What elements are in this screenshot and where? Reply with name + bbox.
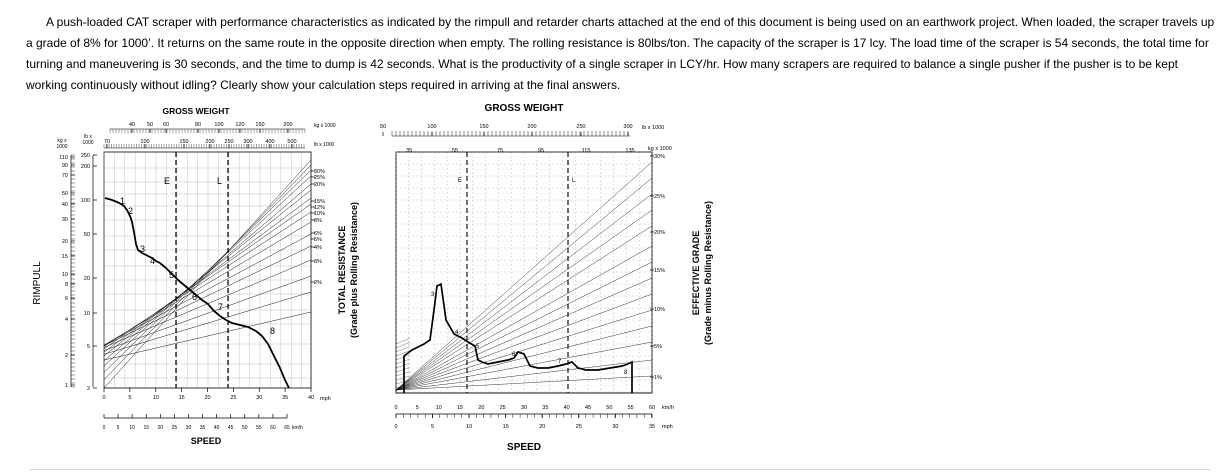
retarder-kmh-unit: km/h: [662, 405, 674, 411]
rimpull-grade-plus-rr-label: (Grade plus Rolling Resistance): [349, 201, 359, 339]
scale-label: 35: [648, 424, 656, 430]
charts-area: [0, 98, 1224, 468]
scale-label: 55: [451, 148, 459, 154]
scale-label: 40: [128, 122, 136, 128]
retarder-speed-label: SPEED: [507, 442, 541, 453]
scale-label: 30: [61, 217, 68, 223]
retarder-top-lb-scale: [380, 124, 633, 136]
scale-label: 100: [427, 124, 437, 130]
scale-label: 5: [415, 405, 419, 411]
scale-label: 25: [171, 425, 178, 431]
scale-label: 75: [496, 148, 504, 154]
rimpull-top-kg-scale: [110, 122, 305, 133]
scale-label: 30%: [654, 154, 666, 160]
scale-label: 35: [282, 395, 289, 401]
scale-label: 10%: [654, 307, 666, 313]
gear-label: 5: [169, 270, 175, 280]
scale-label: 20: [61, 239, 68, 245]
scale-label: 65: [284, 425, 290, 431]
scale-label: 6: [64, 296, 68, 302]
scale-label: 30: [185, 425, 192, 431]
scale-label: 20: [204, 395, 211, 401]
scale-label: 60: [162, 122, 170, 128]
scale-label: 110: [59, 155, 68, 161]
rimpull-axis-label: RIMPULL: [32, 261, 43, 305]
problem-statement: [26, 12, 1216, 96]
rimpull-top-kg-unit: kg x 1000: [314, 123, 336, 129]
rimpull-gross-weight-title: GROSS WEIGHT: [162, 106, 230, 116]
retarder-top-kg-unit: kg x 1000: [648, 146, 672, 152]
retarder-chart: [380, 103, 713, 453]
rimpull-kmh-unit: km/h: [292, 425, 303, 431]
gear-label: 1: [120, 196, 126, 206]
scale-label: 135: [625, 148, 635, 154]
scale-label: 500: [287, 139, 297, 145]
scale-label: 5: [116, 425, 120, 431]
scale-label: 35: [405, 148, 413, 154]
scale-label: 300: [243, 139, 253, 145]
rimpull-left-lb-scale: [81, 153, 97, 392]
scale-label: 2: [64, 353, 68, 359]
scale-label: 45: [227, 425, 234, 431]
scale-label: 100: [140, 139, 150, 145]
scale-label: 80: [194, 122, 202, 128]
scale-label: 20%: [314, 182, 326, 188]
scale-label: 200: [205, 139, 215, 145]
gear-label: 3: [431, 292, 435, 298]
scale-label: 50: [379, 124, 387, 130]
scale-label: 15%: [654, 268, 666, 274]
scale-label: 12%: [314, 205, 326, 211]
scale-label: 15%: [314, 199, 326, 205]
scale-label: 55: [627, 405, 634, 411]
scale-label: 15: [456, 405, 464, 411]
scale-label: 20: [539, 424, 546, 430]
scale-label: 20: [83, 276, 90, 282]
scale-label: 5%: [654, 344, 662, 350]
scale-label: 25%: [314, 175, 326, 181]
scale-label: 10: [129, 425, 135, 431]
scale-label: 6%: [314, 231, 322, 237]
scale-label: 250: [224, 139, 234, 145]
scale-label: 10%: [314, 211, 326, 217]
scale-label: 8%: [314, 218, 322, 224]
scale-label: 30: [256, 395, 263, 401]
scale-label: 1%: [654, 375, 662, 381]
gear-label: 3: [140, 244, 146, 254]
scale-label: 0: [102, 395, 106, 401]
scale-label: 15: [502, 424, 509, 430]
gear-label: 4: [150, 256, 156, 266]
scale-label: 5: [128, 395, 132, 401]
gear-label: 6: [512, 352, 516, 358]
scale-label: 25: [230, 395, 237, 401]
rimpull-kmh-scale: [103, 414, 290, 431]
scale-label: 25%: [654, 194, 666, 200]
scale-label: 100: [80, 198, 90, 204]
retarder-effective-grade-label: EFFECTIVE GRADE: [691, 230, 701, 316]
scale-label: 2%: [314, 280, 322, 286]
gear-label: 7: [558, 359, 562, 365]
scale-label: 70: [103, 139, 111, 145]
rimpull-left-kg-header-2: 1000: [56, 144, 68, 150]
gear-label: 5: [476, 344, 480, 350]
scale-label: 8: [64, 282, 68, 288]
scale-label: 50: [146, 122, 154, 128]
scale-label: 30: [520, 405, 528, 411]
scale-label: 200: [283, 122, 293, 128]
rimpull-left-kg-header-1: kg x: [57, 138, 67, 144]
scale-label: 5: [431, 424, 435, 430]
scale-label: 40: [213, 425, 220, 431]
gear-label: 6: [192, 292, 198, 302]
rimpull-mph-scale: [102, 388, 314, 401]
gear-label: 2: [128, 206, 134, 216]
scale-label: 55: [256, 425, 262, 431]
retarder-gross-weight-title: GROSS WEIGHT: [484, 103, 564, 114]
rimpull-top-lb-unit: lb x 1000: [314, 142, 335, 148]
rimpull-speed-label: SPEED: [190, 436, 222, 446]
scale-label: 100: [214, 122, 224, 128]
scale-label: 10: [61, 272, 68, 278]
scale-label: 1: [64, 383, 68, 389]
rimpull-chart: [32, 106, 359, 446]
scale-label: 40: [307, 395, 315, 401]
scale-label: 15: [178, 395, 185, 401]
scale-label: 10: [152, 395, 159, 401]
rimpull-mph-unit: mph: [320, 396, 331, 402]
scale-label: 10: [83, 311, 90, 317]
scale-label: 10: [435, 405, 442, 411]
problem-text: A push-loaded CAT scraper with performance characteristics as indicated by the rimpull and retarder charts attached at the end of this document is being used on an earthwork project. When loaded, the scraper travels up a grade of 8% for 1000’. It returns on the same route in the opposite direction when empty. The rolling resistance is 80lbs/ton. The capacity of the scraper is 17 lcy. The load time of the scraper is 54 seconds, the total time for turning and maneuvering is 30 seconds, and the time to dump is 42 seconds. What is the productivity of a single scraper in LCY/hr. How many scrapers are required to balance a single pusher if the pusher is to be kept working continuously without idling? Clearly show your calculation steps required in arriving at the final answers.: [26, 15, 1215, 92]
scale-label: 40: [61, 202, 68, 208]
scale-label: 200: [80, 164, 90, 170]
retarder-mph-scale: [394, 414, 655, 430]
scale-label: 150: [479, 124, 489, 130]
scale-label: 200: [527, 124, 537, 130]
scale-label: 20%: [654, 230, 666, 236]
gear-label: 8: [270, 326, 276, 336]
scale-label: 5: [86, 344, 90, 350]
scale-label: 400: [265, 139, 275, 145]
scale-label: 4%: [314, 245, 322, 251]
scale-label: 50: [606, 405, 613, 411]
scale-label: 150: [255, 122, 265, 128]
scale-label: 120: [235, 122, 245, 128]
gear-label: 4: [455, 330, 459, 336]
retarder-top-kg-scale: [406, 148, 635, 154]
bottom-divider: [30, 469, 1210, 470]
scale-label: 95: [537, 148, 545, 154]
scale-label: 50: [83, 232, 90, 238]
gear-label: 8: [624, 370, 628, 376]
scale-label: 40: [563, 405, 570, 411]
scale-label: 0: [394, 405, 398, 411]
scale-label: 30: [612, 424, 619, 430]
scale-label: 90: [61, 163, 68, 169]
retarder-kmh-scale: [394, 401, 655, 411]
scale-label: 35: [199, 425, 206, 431]
scale-label: 60: [648, 405, 656, 411]
rimpull-left-lb-header-2: 1000: [82, 140, 94, 146]
retarder-grid: [396, 152, 652, 393]
scale-label: 150: [179, 139, 189, 145]
scale-label: 4: [64, 317, 68, 323]
rimpull-marker-e: E: [164, 176, 171, 186]
scale-label: 115: [581, 148, 591, 154]
rimpull-marker-l: L: [217, 176, 223, 186]
scale-label: 20: [157, 425, 164, 431]
scale-label: 15: [61, 254, 68, 260]
scale-label: 25: [499, 405, 506, 411]
scale-label: 30%: [314, 169, 326, 175]
scale-label: 35: [542, 405, 549, 411]
retarder-mph-unit: mph: [662, 424, 673, 430]
scale-label: 70: [61, 173, 68, 179]
scale-label: 0: [102, 425, 106, 431]
scale-label: 45: [584, 405, 592, 411]
rimpull-left-kg-scale: [59, 155, 75, 389]
scale-label: 300: [623, 124, 633, 130]
retarder-marker-l: L: [572, 178, 576, 184]
retarder-marker-e: E: [458, 178, 463, 184]
scale-label: 3%: [314, 259, 322, 265]
rimpull-left-lb-header-1: lb x: [84, 134, 92, 140]
scale-label: 2: [86, 386, 90, 392]
scale-label: 250: [576, 124, 586, 130]
performance-charts-figure: [0, 98, 1224, 468]
scale-label: 50: [241, 425, 248, 431]
scale-label: 10: [466, 424, 473, 430]
scale-label: 20: [478, 405, 485, 411]
retarder-grade-minus-rr-label: (Grade minus Rolling Resistance): [703, 200, 713, 346]
scale-label: 15: [143, 425, 150, 431]
rimpull-top-lb-scale: [104, 139, 305, 148]
rimpull-total-resistance-label: TOTAL RESISTANCE: [337, 225, 347, 315]
scale-label: 250: [80, 153, 90, 159]
scale-label: 0: [394, 424, 398, 430]
rimpull-grid: [104, 152, 311, 388]
retarder-top-lb-unit: lb x 1000: [642, 125, 665, 131]
scale-label: 5%: [314, 237, 322, 243]
rimpull-resistance-scale: [311, 169, 325, 286]
gear-label: 7: [218, 302, 224, 312]
scale-label: 60: [270, 425, 276, 431]
scale-label: 50: [61, 191, 68, 197]
scale-label: 25: [575, 424, 582, 430]
